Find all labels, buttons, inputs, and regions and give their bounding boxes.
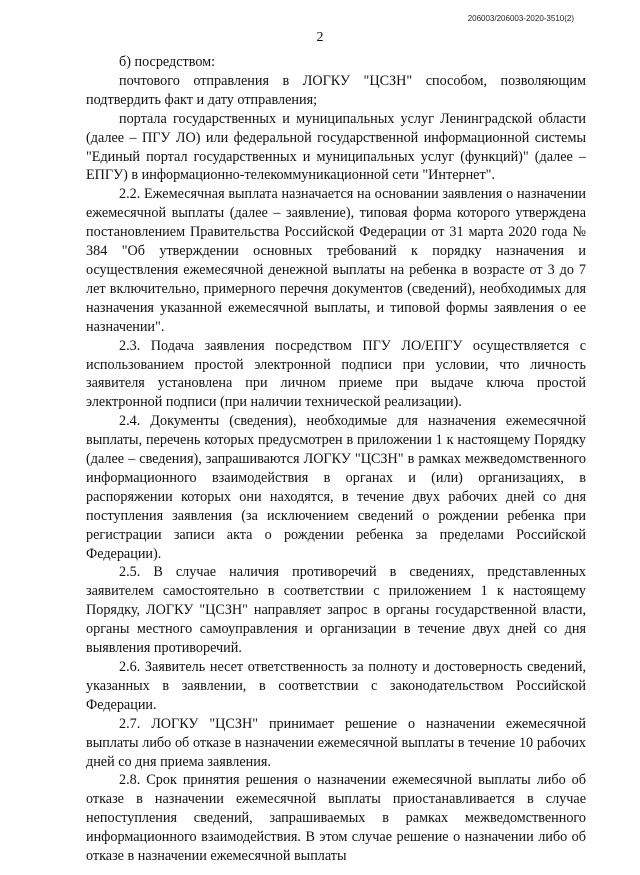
paragraph-portal: портала государственных и муниципальных услуг Ленинградской области (далее – ПГУ ЛО) или федеральной государственной информационной системы "Единый портал государственных и муниципальных услуг (функций)" (далее – ЕПГУ) в информационно-телекоммуникационной сети "Интернет". — [86, 110, 586, 184]
paragraph-postal: почтового отправления в ЛОГКУ "ЦСЗН" способом, позволяющим подтвердить факт и дату отправления; — [86, 72, 586, 108]
document-body — [86, 53, 586, 866]
paragraph-2-3: 2.3. Подача заявления посредством ПГУ ЛО/ЕПГУ осуществляется с использованием простой электронной подписи при условии, что личность заявителя установлена при личном приеме при выдаче ключа простой электронной подписи (при наличии технической реализации). — [86, 337, 586, 411]
paragraph-2-6: 2.6. Заявитель несет ответственность за полноту и достоверность сведений, указанных в заявлении, в соответствии с законодательством Российской Федерации. — [86, 659, 586, 713]
paragraph-method-heading: б) посредством: — [119, 54, 216, 70]
paragraph-2-5: 2.5. В случае наличия противоречий в сведениях, представленных заявителем самостоятельно в соответствии с приложением 1 к настоящему Порядку, ЛОГКУ "ЦСЗН" направляет запрос в органы государственной власти, органы местного самоуправления и организации в течение двух дней со дня выявления противоречий. — [86, 564, 586, 657]
document-id: 206003/206003-2020-3510(2) — [467, 14, 574, 23]
paragraph-2-2: 2.2. Ежемесячная выплата назначается на основании заявления о назначении ежемесячной выплаты (далее – заявление), типовая форма которого утверждена постановлением Правительства Российской Федерации от 31 марта 2020 года № 384 "Об утверждении основных требований к порядку назначения и осуществления ежемесячной денежной выплаты на ребенка в возрасте от 3 до 7 лет включительно, примерного перечня документов (сведений), необходимых для назначения указанной ежемесячной выплаты, и типовой формы заявления о ее назначении". — [86, 186, 586, 335]
paragraph-2-7: 2.7. ЛОГКУ "ЦСЗН" принимает решение о назначении ежемесячной выплаты либо об отказе в назначении ежемесячной выплаты в течение 10 рабочих дней со дня приема заявления. — [86, 715, 586, 770]
page-number: 2 — [316, 30, 324, 45]
paragraph-2-8: 2.8. Срок принятия решения о назначении ежемесячной выплаты либо об отказе в назначении ежемесячной выплаты приостанавливается в случае непоступления сведений, запрашиваемых в рамках межведомственного информационного взаимодействия. В этом случае решение о назначении либо об отказе в назначении ежемесячной выплаты — [86, 772, 586, 865]
paragraph-2-4: 2.4. Документы (сведения), необходимые для назначения ежемесячной выплаты, перечень которых предусмотрен в приложении 1 к настоящему Порядку (далее – сведения), запрашиваются ЛОГКУ "ЦСЗН" в рамках межведомственного информационного взаимодействия в органах и (или) организациях, в распоряжении которых они находятся, в течение двух рабочих дней со дня поступления заявления (за исключением сведений о рождении ребенка при регистрации записи акта о рождении ребенка за пределами Российской Федерации). — [86, 413, 586, 562]
